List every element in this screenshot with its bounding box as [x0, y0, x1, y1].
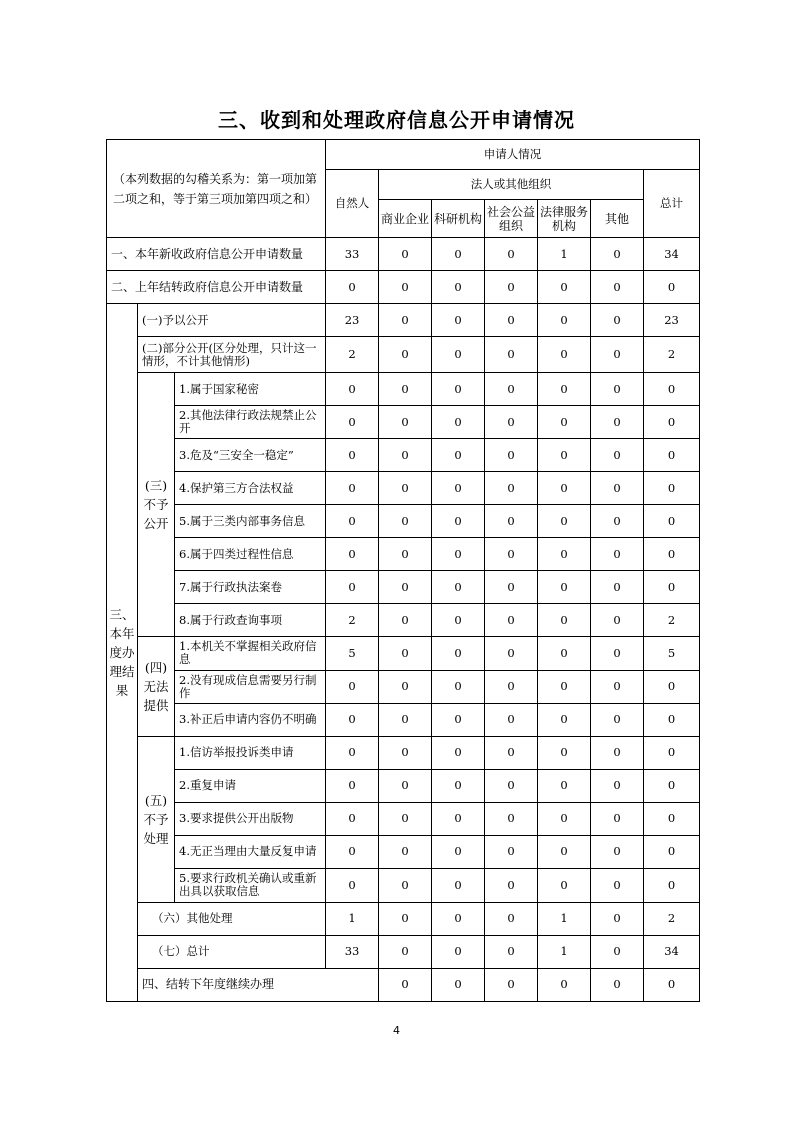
cell: 0: [538, 337, 591, 373]
cell: 0: [538, 406, 591, 439]
cell: 0: [591, 406, 644, 439]
cell: 5: [326, 637, 379, 670]
page-number: 4: [393, 1024, 400, 1037]
table-row: [107, 271, 700, 304]
cell: 0: [538, 571, 591, 604]
row-label: 1.本机关不掌握相关政府信息: [175, 637, 326, 670]
cell: 0: [326, 868, 379, 902]
row-label: 2.重复申请: [175, 769, 326, 802]
row-label: 3.要求提供公开出版物: [175, 802, 326, 835]
cell: 0: [379, 802, 432, 835]
social-header: 社会公益组织: [485, 200, 538, 238]
cell: 0: [379, 505, 432, 538]
cell: 0: [538, 868, 591, 902]
row-label: 4.保护第三方合法权益: [175, 472, 326, 505]
row-label: 3.危及“三安全一稳定”: [175, 439, 326, 472]
cell: 34: [644, 238, 700, 271]
cell: 2: [644, 902, 700, 935]
cell: 0: [591, 769, 644, 802]
cell: 0: [326, 439, 379, 472]
cell: 0: [326, 835, 379, 868]
cell: 0: [485, 439, 538, 472]
cell: 0: [326, 271, 379, 304]
cell: 0: [432, 571, 485, 604]
table-row: [107, 238, 700, 271]
table-row: [107, 902, 700, 935]
cell: 0: [379, 902, 432, 935]
cell: 0: [326, 769, 379, 802]
cell: 0: [644, 968, 700, 1001]
row-label: 4.无正当理由大量反复申请: [175, 835, 326, 868]
table-row: [107, 337, 700, 373]
cell: 0: [379, 670, 432, 703]
row-label: 2.没有现成信息需要另行制作: [175, 670, 326, 703]
table-row: [107, 373, 700, 406]
row-label: 1.信访举报投诉类申请: [175, 736, 326, 769]
row-label: (一)予以公开: [138, 304, 326, 337]
table-row: [107, 304, 700, 337]
cell: 0: [485, 637, 538, 670]
cell: 23: [644, 304, 700, 337]
cell: 0: [379, 736, 432, 769]
cell: 0: [538, 769, 591, 802]
cell: 1: [538, 935, 591, 968]
cell: 0: [538, 472, 591, 505]
table-row: [107, 406, 700, 439]
cell: 0: [379, 538, 432, 571]
cell: 0: [432, 802, 485, 835]
cell: 0: [591, 902, 644, 935]
cell: 0: [326, 373, 379, 406]
row-label: 3.补正后申请内容仍不明确: [175, 703, 326, 736]
row-label: 一、本年新收政府信息公开申请数量: [107, 238, 326, 271]
cell: 0: [538, 637, 591, 670]
cell: 0: [485, 835, 538, 868]
cell: 0: [432, 406, 485, 439]
legal-orgs-header: 法人或其他组织: [379, 170, 644, 200]
cell: 2: [644, 337, 700, 373]
cell: 0: [379, 703, 432, 736]
cell: 0: [326, 571, 379, 604]
cell: 0: [485, 472, 538, 505]
cell: 0: [538, 835, 591, 868]
cell: 0: [644, 538, 700, 571]
cell: 0: [485, 769, 538, 802]
cell: 0: [538, 736, 591, 769]
table-row: [107, 703, 700, 736]
cell: 0: [644, 868, 700, 902]
cell: 0: [485, 337, 538, 373]
table-row: [107, 505, 700, 538]
cell: 0: [591, 238, 644, 271]
info-disclosure-table: [106, 139, 700, 1002]
table-row: [107, 835, 700, 868]
cell: 0: [591, 802, 644, 835]
cell: 0: [644, 439, 700, 472]
cell: 33: [326, 935, 379, 968]
page-title: 三、收到和处理政府信息公开申请情况: [218, 108, 575, 132]
cell: 0: [644, 271, 700, 304]
cell: 0: [326, 538, 379, 571]
cell: 0: [538, 670, 591, 703]
cell: 0: [538, 802, 591, 835]
cell: 0: [591, 472, 644, 505]
cell: 0: [538, 373, 591, 406]
cell: 0: [326, 802, 379, 835]
cell: 0: [432, 604, 485, 637]
cell: 0: [591, 968, 644, 1001]
cell: 0: [485, 670, 538, 703]
cell: 2: [644, 604, 700, 637]
cell: 0: [379, 769, 432, 802]
cell: 0: [432, 835, 485, 868]
cell: 0: [485, 571, 538, 604]
table-row: [107, 604, 700, 637]
cell: 0: [644, 670, 700, 703]
table-note: （本列数据的勾稽关系为：第一项加第二项之和，等于第三项加第四项之和）: [107, 140, 326, 238]
cell: 0: [644, 373, 700, 406]
row-label: 2.其他法律行政法规禁止公开: [175, 406, 326, 439]
cell: 0: [591, 304, 644, 337]
cell: 0: [485, 304, 538, 337]
cell: 23: [326, 304, 379, 337]
table-row: [107, 935, 700, 968]
row-label: 二、上年结转政府信息公开申请数量: [107, 271, 326, 304]
cell: 0: [485, 968, 538, 1001]
cell: 0: [644, 505, 700, 538]
row-label: 6.属于四类过程性信息: [175, 538, 326, 571]
cell: 0: [591, 935, 644, 968]
cell: 0: [538, 505, 591, 538]
cell: 0: [432, 769, 485, 802]
cell: 0: [485, 271, 538, 304]
cell: 0: [432, 968, 485, 1001]
cell: 0: [379, 935, 432, 968]
cell: 0: [591, 505, 644, 538]
natural-person-header: 自然人: [326, 170, 379, 238]
cell: 0: [432, 337, 485, 373]
cell: 0: [644, 769, 700, 802]
research-header: 科研机构: [432, 200, 485, 238]
cell: 0: [326, 505, 379, 538]
cell: 0: [379, 439, 432, 472]
table-row: [107, 439, 700, 472]
cell: 0: [326, 472, 379, 505]
cell: 0: [644, 406, 700, 439]
cell: 0: [538, 968, 591, 1001]
group-label: (三)不予公开: [138, 373, 175, 637]
table-row: [107, 637, 700, 670]
cell: 0: [379, 337, 432, 373]
cell: 0: [485, 538, 538, 571]
cell: 1: [538, 238, 591, 271]
cell: 0: [485, 802, 538, 835]
cell: 0: [644, 736, 700, 769]
cell: 0: [432, 902, 485, 935]
cell: 0: [379, 373, 432, 406]
cell: 0: [432, 637, 485, 670]
legal-service-header: 法律服务机构: [538, 200, 591, 238]
cell: 0: [538, 304, 591, 337]
section-three-label: 三、本年度办理结果: [107, 304, 138, 1002]
table-row: [107, 670, 700, 703]
cell: 0: [485, 238, 538, 271]
cell: 0: [432, 373, 485, 406]
table-row: [107, 736, 700, 769]
row-label: (二)部分公开(区分处理，只计这一情形，不计其他情形): [138, 337, 326, 373]
cell: 0: [485, 868, 538, 902]
table-row: [107, 571, 700, 604]
cell: 0: [591, 604, 644, 637]
cell: 0: [379, 472, 432, 505]
row-label: （七）总计: [138, 935, 326, 968]
cell: 0: [485, 902, 538, 935]
cell: 0: [432, 472, 485, 505]
cell: 0: [379, 868, 432, 902]
cell: 0: [379, 835, 432, 868]
cell: 1: [538, 902, 591, 935]
cell: 1: [326, 902, 379, 935]
row-label: 5.属于三类内部事务信息: [175, 505, 326, 538]
cell: 2: [326, 337, 379, 373]
cell: 0: [591, 703, 644, 736]
row-label: （六）其他处理: [138, 902, 326, 935]
row-label: 四、结转下年度继续办理: [138, 968, 379, 1001]
cell: 0: [591, 835, 644, 868]
cell: 34: [644, 935, 700, 968]
cell: 0: [432, 271, 485, 304]
cell: 0: [485, 935, 538, 968]
table-row: [107, 472, 700, 505]
cell: 0: [326, 736, 379, 769]
cell: 0: [432, 439, 485, 472]
cell: 0: [485, 373, 538, 406]
cell: 0: [591, 373, 644, 406]
cell: 0: [538, 439, 591, 472]
cell: 0: [591, 670, 644, 703]
cell: 0: [432, 935, 485, 968]
cell: 0: [432, 868, 485, 902]
row-label: 5.要求行政机关确认或重新出具以获取信息: [175, 868, 326, 902]
cell: 5: [644, 637, 700, 670]
cell: 0: [591, 736, 644, 769]
cell: 0: [379, 238, 432, 271]
cell: 0: [538, 604, 591, 637]
table-row: [107, 968, 700, 1001]
row-label: 8.属于行政查询事项: [175, 604, 326, 637]
cell: 0: [326, 670, 379, 703]
table-row: [107, 868, 700, 902]
cell: 0: [644, 571, 700, 604]
cell: 0: [591, 439, 644, 472]
other-header: 其他: [591, 200, 644, 238]
cell: 0: [379, 406, 432, 439]
cell: 0: [485, 505, 538, 538]
cell: 0: [379, 968, 432, 1001]
cell: 0: [379, 637, 432, 670]
cell: 0: [644, 802, 700, 835]
cell: 0: [379, 271, 432, 304]
cell: 0: [379, 304, 432, 337]
table-row: [107, 769, 700, 802]
cell: 0: [591, 571, 644, 604]
row-label: 7.属于行政执法案卷: [175, 571, 326, 604]
cell: 0: [644, 835, 700, 868]
cell: 0: [538, 538, 591, 571]
cell: 0: [591, 271, 644, 304]
cell: 0: [485, 604, 538, 637]
table-row: [107, 802, 700, 835]
cell: 0: [485, 736, 538, 769]
cell: 0: [326, 406, 379, 439]
cell: 0: [432, 736, 485, 769]
row-label: 1.属于国家秘密: [175, 373, 326, 406]
cell: 0: [432, 703, 485, 736]
total-header: 总计: [644, 170, 700, 238]
cell: 0: [432, 538, 485, 571]
cell: 0: [485, 703, 538, 736]
cell: 33: [326, 238, 379, 271]
cell: 0: [591, 868, 644, 902]
cell: 0: [379, 571, 432, 604]
cell: 0: [432, 304, 485, 337]
cell: 0: [326, 703, 379, 736]
commercial-header: 商业企业: [379, 200, 432, 238]
cell: 0: [591, 637, 644, 670]
cell: 0: [591, 337, 644, 373]
cell: 0: [485, 406, 538, 439]
cell: 0: [432, 505, 485, 538]
cell: 0: [538, 271, 591, 304]
cell: 0: [591, 538, 644, 571]
group-label: (四)无法提供: [138, 637, 175, 736]
cell: 2: [326, 604, 379, 637]
cell: 0: [538, 703, 591, 736]
cell: 0: [432, 670, 485, 703]
cell: 0: [644, 703, 700, 736]
cell: 0: [432, 238, 485, 271]
cell: 0: [379, 604, 432, 637]
cell: 0: [644, 472, 700, 505]
table-row: [107, 538, 700, 571]
group-label: (五)不予处理: [138, 736, 175, 902]
applicant-header: 申请人情况: [326, 140, 700, 170]
